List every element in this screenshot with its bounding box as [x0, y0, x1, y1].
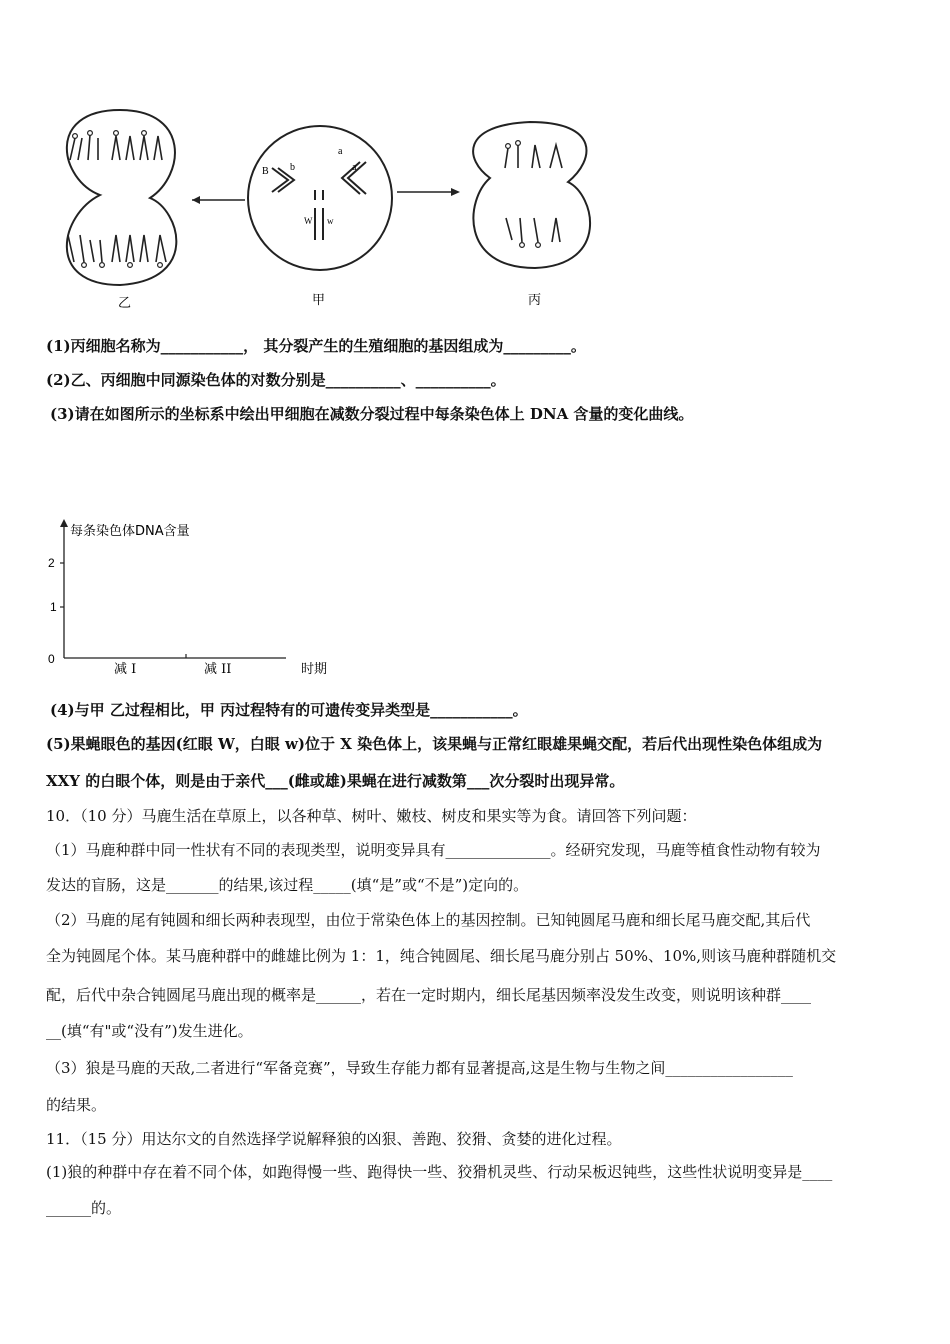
cell-bing-chromosomes	[505, 145, 562, 242]
question-10-2-line4: __(填“有"或“没有”)发生进化。	[46, 1022, 253, 1040]
allele-label-w: w	[327, 216, 334, 226]
question-10-2-line2: 全为钝圆尾个体。某马鹿种群中的雌雄比例为 1：1，纯合钝圆尾、细长尾马鹿分别占 50%、10%,则该马鹿种群随机交	[46, 947, 837, 965]
allele-label-W: W	[304, 216, 313, 226]
dna-content-graph	[46, 515, 346, 675]
question-10-1-line2: 发达的盲肠，这是_______的结果,该过程_____(填“是”或“不是”)定向的。	[46, 876, 529, 894]
figure-label-bing: 丙	[528, 293, 542, 308]
question-9-1: (1)丙细胞名称为___________， 其分裂产生的生殖细胞的基因组成为_________。	[46, 337, 586, 355]
graph-x-label-meiosis2: 减 II	[204, 662, 232, 675]
cell-bing-outline	[473, 122, 590, 268]
cell-jia-outline	[248, 126, 392, 270]
allele-label-A: a	[338, 146, 343, 157]
question-10-2-line1: （2）马鹿的尾有钝圆和细长两种表现型，由位于常染色体上的基因控制。已知钝圆尾马鹿和细长尾马鹿交配,其后代	[46, 911, 811, 929]
graph-y-tick-2: 2	[48, 556, 55, 570]
graph-y-tick-1: 1	[50, 600, 57, 614]
cell-jia-chromosomes	[272, 162, 366, 240]
arrow-to-yi-head	[192, 196, 200, 204]
allele-label-a: a	[352, 162, 357, 173]
question-9-3: (3)请在如图所示的坐标系中绘出甲细胞在减数分裂过程中每条染色体上 DNA 含量的变化曲线。	[50, 405, 694, 423]
figure-label-jia: 甲	[312, 293, 326, 308]
graph-y-label: 每条染色体DNA含量	[70, 524, 190, 539]
question-11-heading: 11．（15 分）用达尔文的自然选择学说解释狼的凶狠、善跑、狡猾、贪婪的进化过程。	[46, 1130, 622, 1148]
graph-x-label-meiosis1: 减 I	[114, 662, 137, 675]
question-9-2: (2)乙、丙细胞中同源染色体的对数分别是__________、__________。	[46, 371, 506, 389]
cell-bing-centromeres	[506, 141, 541, 248]
graph-y-tick-0: 0	[48, 652, 55, 666]
question-10-2-line3: 配，后代中杂合钝圆尾马鹿出现的概率是______，若在一定时期内，细长尾基因频率没发生改变，则说明该种群____	[46, 986, 812, 1004]
allele-label-b: b	[290, 162, 295, 173]
question-9-5-line2: XXY 的白眼个体，则是由于亲代___(雌或雄)果蝇在进行减数第___次分裂时出现异常。	[46, 772, 625, 790]
question-10-3-line1: （3）狼是马鹿的天敌,二者进行“军备竞赛”，导致生存能力都有显著提高,这是生物与生物之间_________________	[46, 1059, 793, 1077]
arrow-to-bing-head	[451, 188, 460, 196]
question-10-1-line1: （1）马鹿种群中同一性状有不同的表现类型，说明变异具有______________。经研究发现，马鹿等植食性动物有较为	[46, 841, 821, 859]
graph-y-arrow	[60, 519, 68, 527]
question-10-3-line2: 的结果。	[46, 1096, 107, 1114]
question-11-1-line1: (1)狼的种群中存在着不同个体，如跑得慢一些、跑得快一些、狡猾机灵些、行动呆板迟钝些，这些性状说明变异是____	[46, 1163, 833, 1181]
figure-label-yi: 乙	[118, 296, 132, 311]
allele-label-B: B	[262, 166, 269, 177]
question-10-heading: 10．（10 分）马鹿生活在草原上，以各种草、树叶、嫩枝、树皮和果实等为食。请回答下列问题：	[46, 807, 697, 825]
question-11-1-line2: ______的。	[46, 1199, 122, 1217]
graph-x-label-period: 时期	[301, 662, 328, 675]
question-9-4: (4)与甲 乙过程相比，甲 丙过程特有的可遗传变异类型是___________。	[50, 701, 528, 719]
question-9-5-line1: (5)果蝇眼色的基因(红眼 W，白眼 w)位于 X 染色体上，该果蝇与正常红眼雄果蝇交配，若后代出现性染色体组成为	[46, 735, 823, 753]
cell-division-figure	[40, 100, 620, 315]
